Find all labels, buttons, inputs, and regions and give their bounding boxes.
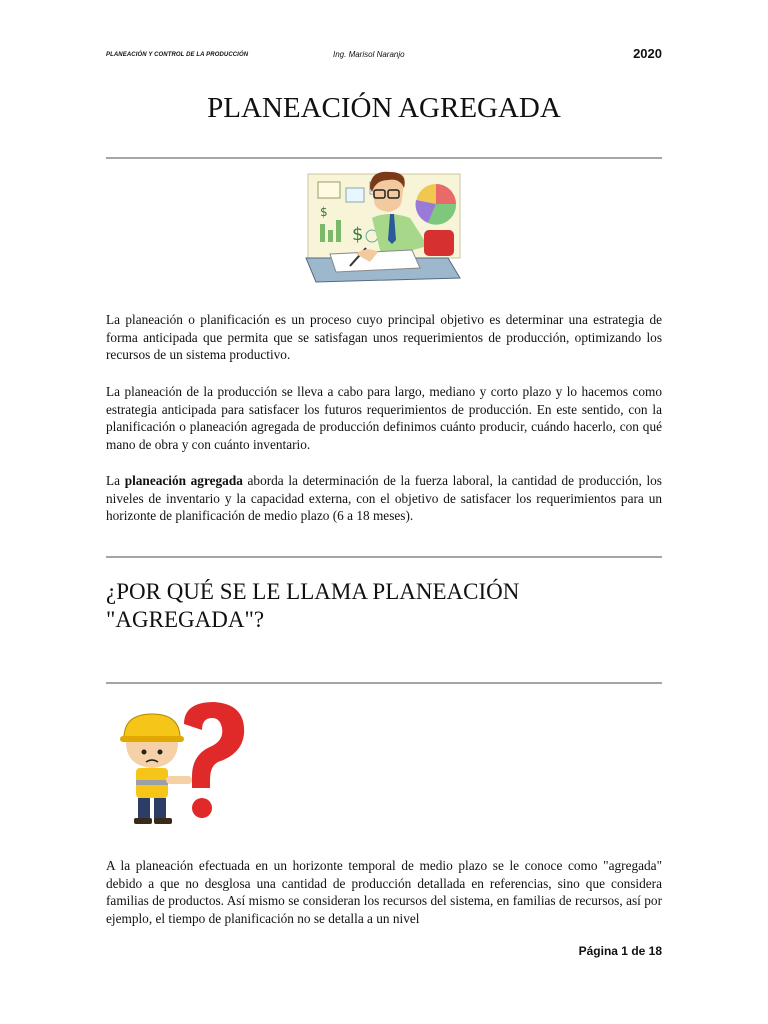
paragraph-3-end: aborda la determinación de la fuerza laboral, la cantidad de producción, los niveles de inventario y la capacidad externa, con el objetivo de satisfacer los requerimientos para un horizonte de planificación de medio plazo (6 a 18 meses). [106,473,662,524]
section-heading-line2: "AGREGADA"? [106,607,265,632]
svg-text:$: $ [352,224,364,245]
header-year: 2020 [633,46,662,61]
divider [106,157,662,159]
worker-question-illustration [112,696,254,830]
divider [106,682,662,684]
paragraph-3-bold: planeación agregada [124,473,243,488]
section-heading [106,578,662,634]
paragraph-2: La planeación de la producción se lleva a cabo para largo, mediano y corto plazo y lo hacemos como estrategia anticipada para satisfacer los futuros requerimientos de producción. En este sentido, con la planificación o planeación agregada de producción definimos cuánto producir, cuándo hacerlo, con qué mano de obra y con cuánto inventario. [106,384,662,452]
page-number: Página 1 de 18 [578,944,662,958]
section-heading-line1: ¿POR QUÉ SE LE LLAMA PLANEACIÓN [106,579,520,604]
worker-icon [120,714,192,824]
paragraph-4: A la planeación efectuada en un horizonte temporal de medio plazo se le conoce como "agregada" debido a que no desglosa una cantidad de producción detallada en referencias, sino que considera familias de productos. Así mismo se consideran los recursos del sistema, en familias de recursos, así por ejemplo, el tiempo de planificación no se detalla a un nivel [106,858,662,926]
question-mark-icon [184,702,244,818]
planner-illustration [300,166,468,290]
header-author: Ing. Marisol Naranjo [333,50,405,59]
page-title: PLANEACIÓN AGREGADA [207,92,561,124]
svg-text:$: $ [320,205,328,219]
divider [106,556,662,558]
paragraph-1: La planeación o planificación es un proceso cuyo principal objetivo es determinar una estrategia de forma anticipada que permita que se satisfagan unos requerimientos de producción, optimizando los recursos de un sistema productivo. [106,312,662,363]
paragraph-3-start: La [106,473,125,488]
paragraph-3 [106,472,662,525]
header-course-title: PLANEACIÓN Y CONTROL DE LA PRODUCCIÓN [106,52,249,58]
